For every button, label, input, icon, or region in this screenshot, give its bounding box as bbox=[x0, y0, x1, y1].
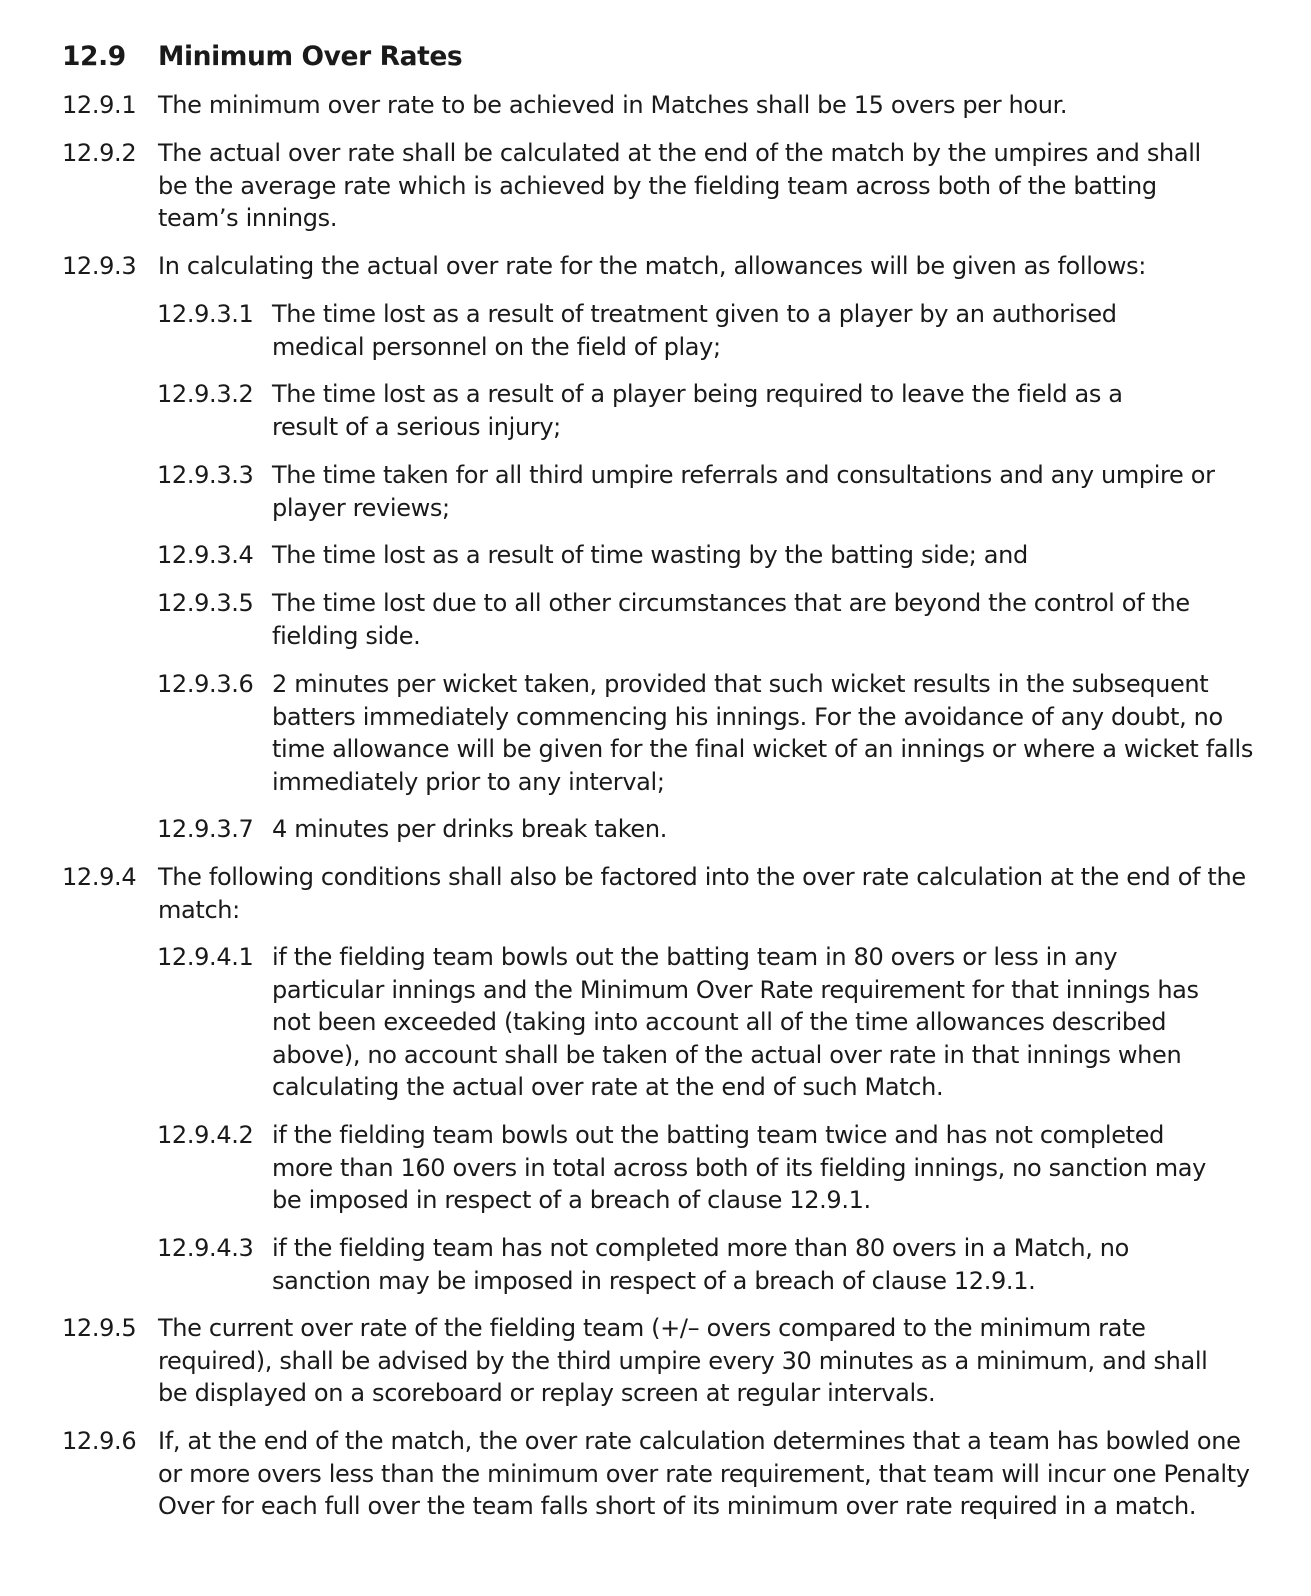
clause-12-9-3-5 bbox=[157, 587, 1267, 652]
clause-12-9-3 bbox=[62, 250, 1262, 283]
clause-text: The time lost as a result of treatment given to a player by an authorised medical personnel on the field of play; bbox=[272, 300, 1117, 361]
clause-12-9-3-3 bbox=[157, 459, 1267, 524]
clause-text: The actual over rate shall be calculated at the end of the match by the umpires and shall be the average rate which is achieved by the fielding team across both of the batting team’s innings. bbox=[158, 139, 1201, 232]
clause-text: if the fielding team has not completed more than 80 overs in a Match, no sanction may be imposed in respect of a breach of clause 12.9.1. bbox=[272, 1234, 1129, 1295]
clause-text: The time lost as a result of time wasting by the batting side; and bbox=[272, 541, 1028, 569]
clause-text: The current over rate of the fielding team (+/– overs compared to the minimum rate required), shall be advised by the third umpire every 30 minutes as a minimum, and shall be displayed on a scoreboard or replay screen at regular intervals. bbox=[158, 1314, 1208, 1407]
clause-number: 12.9.4.2 bbox=[157, 1121, 254, 1149]
clause-text: 2 minutes per wicket taken, provided that such wicket results in the subsequent batters immediately commencing his innings. For the avoidance of any doubt, no time allowance will be given for the final wicket of an innings or where a wicket falls immediately prior to any interval; bbox=[272, 670, 1254, 796]
clause-number: 12.9.1 bbox=[62, 91, 137, 119]
section-title: Minimum Over Rates bbox=[158, 41, 463, 72]
section-number: 12.9 bbox=[62, 41, 126, 72]
clause-number: 12.9.3.1 bbox=[157, 300, 254, 328]
clause-text: if the fielding team bowls out the batting team in 80 overs or less in any particular innings and the Minimum Over Rate requirement for that innings has not been exceeded (taking into account all of the time allowances described above), no account shall be taken of the actual over rate in that innings when calculating the actual over rate at the end of such Match. bbox=[272, 943, 1199, 1101]
clause-12-9-4-1 bbox=[157, 941, 1217, 1104]
clause-12-9-4 bbox=[62, 861, 1262, 926]
clause-number: 12.9.4.3 bbox=[157, 1234, 254, 1262]
clause-12-9-3-1 bbox=[157, 298, 1177, 363]
clause-12-9-5 bbox=[62, 1312, 1222, 1410]
clause-12-9-4-2 bbox=[157, 1119, 1227, 1217]
clause-text: The time lost as a result of a player being required to leave the field as a result of a serious injury; bbox=[272, 380, 1123, 441]
clause-number: 12.9.3.5 bbox=[157, 589, 254, 617]
clause-number: 12.9.3 bbox=[62, 252, 137, 280]
clause-number: 12.9.4.1 bbox=[157, 943, 254, 971]
clause-number: 12.9.5 bbox=[62, 1314, 137, 1342]
clause-number: 12.9.4 bbox=[62, 863, 137, 891]
clause-text: The time lost due to all other circumstances that are beyond the control of the fielding side. bbox=[272, 589, 1190, 650]
clause-number: 12.9.3.7 bbox=[157, 815, 254, 843]
clause-text: The minimum over rate to be achieved in Matches shall be 15 overs per hour. bbox=[158, 91, 1068, 119]
clause-text: In calculating the actual over rate for the match, allowances will be given as follows: bbox=[158, 252, 1147, 280]
clause-12-9-2 bbox=[62, 137, 1212, 235]
clause-number: 12.9.2 bbox=[62, 139, 137, 167]
clause-text: 4 minutes per drinks break taken. bbox=[272, 815, 667, 843]
clause-12-9-3-2 bbox=[157, 378, 1187, 443]
clause-text: If, at the end of the match, the over rate calculation determines that a team has bowled one or more overs less than the minimum over rate requirement, that team will incur one Penalty Over for each full over the team falls short of its minimum over rate required in a match. bbox=[158, 1427, 1250, 1520]
clause-text: The time taken for all third umpire referrals and consultations and any umpire or player reviews; bbox=[272, 461, 1215, 522]
clause-number: 12.9.3.4 bbox=[157, 541, 254, 569]
clause-12-9-4-3 bbox=[157, 1232, 1197, 1297]
clause-number: 12.9.6 bbox=[62, 1427, 137, 1455]
clause-number: 12.9.3.6 bbox=[157, 670, 254, 698]
clause-12-9-6 bbox=[62, 1425, 1252, 1523]
clause-number: 12.9.3.3 bbox=[157, 461, 254, 489]
clause-text: if the fielding team bowls out the batting team twice and has not completed more than 160 overs in total across both of its fielding innings, no sanction may be imposed in respect of a breach of clause 12.9.1. bbox=[272, 1121, 1206, 1214]
clause-text: The following conditions shall also be factored into the over rate calculation at the end of the match: bbox=[158, 863, 1246, 924]
clause-12-9-3-4 bbox=[157, 539, 1267, 572]
clause-12-9-3-6 bbox=[157, 668, 1267, 798]
clause-number: 12.9.3.2 bbox=[157, 380, 254, 408]
clause-12-9-1 bbox=[62, 89, 1262, 122]
section-heading bbox=[62, 38, 462, 76]
clause-12-9-3-7 bbox=[157, 813, 1267, 846]
